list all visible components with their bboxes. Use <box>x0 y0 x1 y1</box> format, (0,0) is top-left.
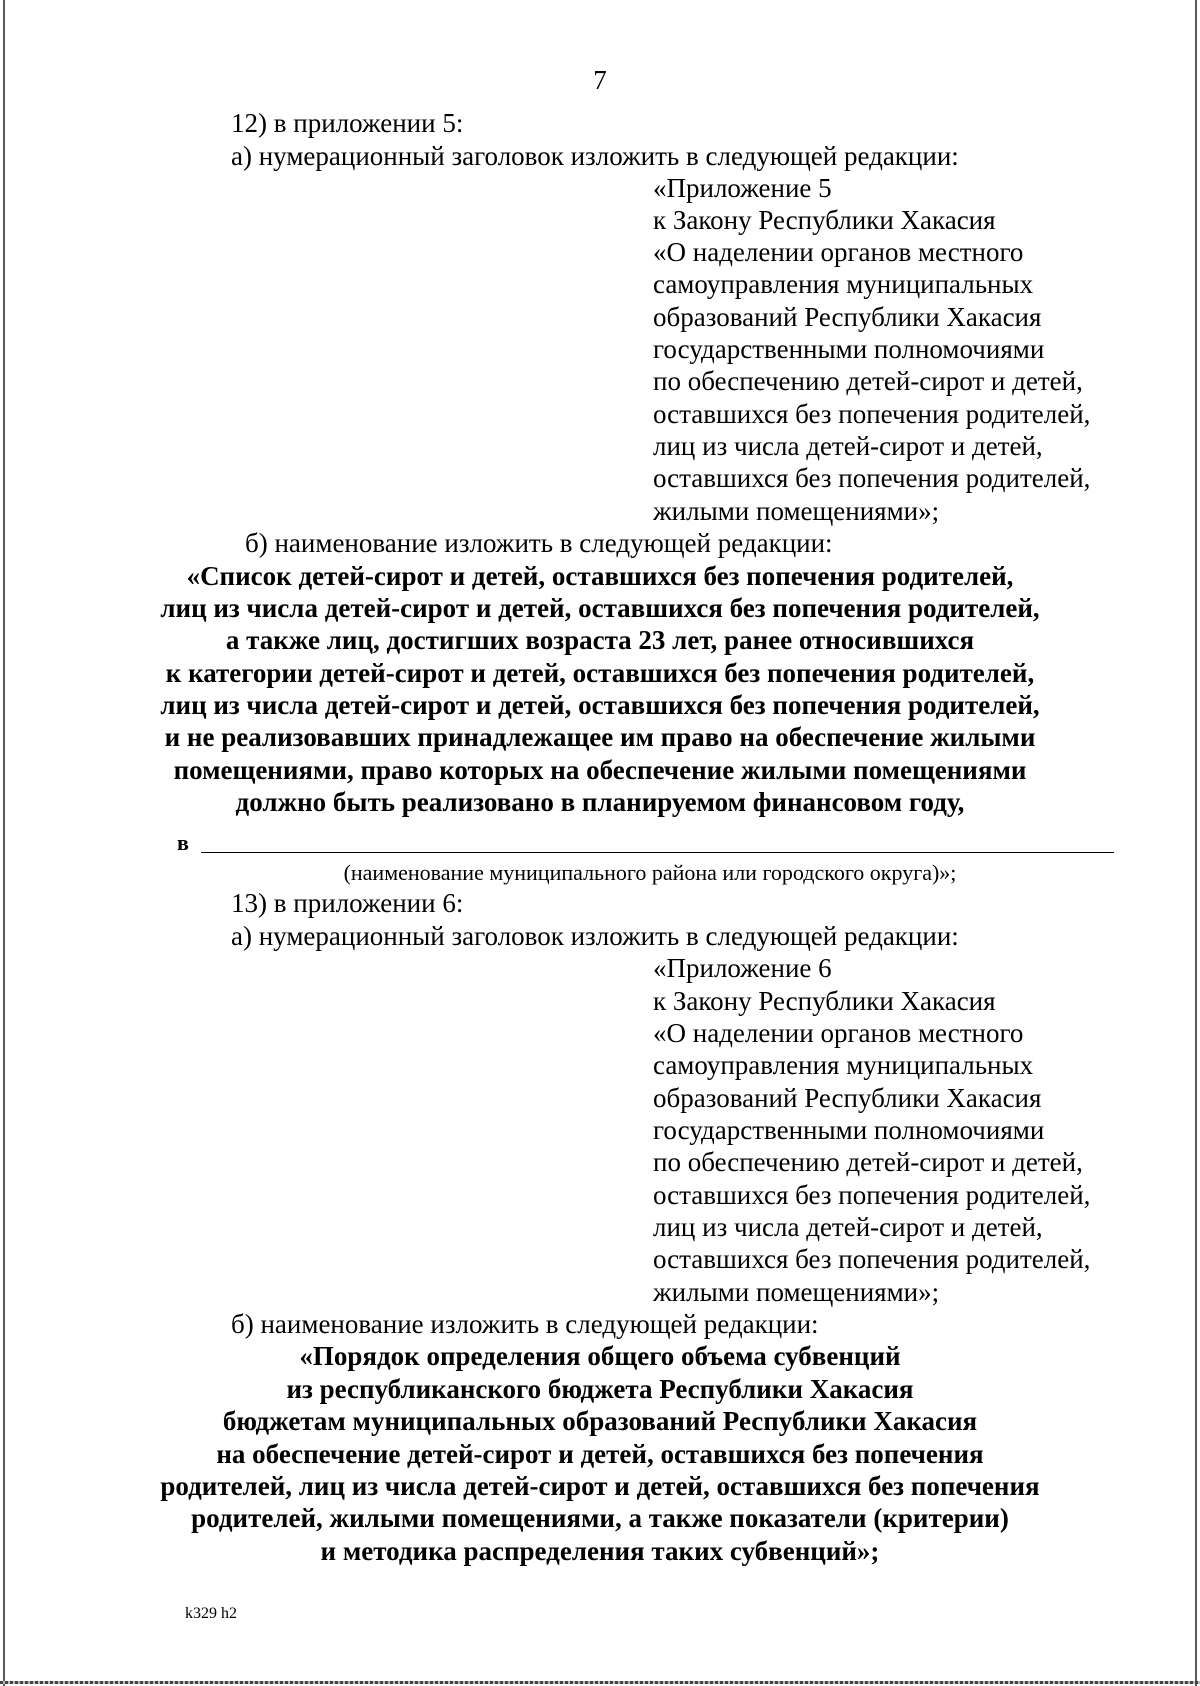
title-line: помещениями, право которых на обеспечение жилыми помещениями <box>173 755 1027 785</box>
title-line: и методика распределения таких субвенций»; <box>320 1536 880 1566</box>
title-line: бюджетам муниципальных образований Республики Хакасия <box>222 1406 978 1436</box>
title-line: должно быть реализовано в планируемом финансовом году, <box>235 787 965 817</box>
header-line: «Приложение 6 <box>653 953 832 983</box>
header-line: по обеспечению детей-сирот и детей, <box>653 1147 1083 1177</box>
item-13-a-line: а) нумерационный заголовок изложить в следующей редакции: <box>231 921 959 951</box>
header-line: оставшихся без попечения родителей, <box>653 1180 1091 1210</box>
header-line: по обеспечению детей-сирот и детей, <box>653 366 1083 396</box>
blank-prefix: в <box>177 830 189 855</box>
title-line: родителей, жилыми помещениями, а также показатели (критерии) <box>191 1503 1009 1533</box>
item-13-intro: 13) в приложении 6: <box>231 888 464 918</box>
title-line: на обеспечение детей-сирот и детей, оставшихся без попечения <box>216 1439 984 1469</box>
header-line: жилыми помещениями»; <box>653 496 940 526</box>
footer-code: k329 h2 <box>185 1605 237 1622</box>
header-line: самоуправления муниципальных <box>653 269 1034 299</box>
title-line: и не реализовавших принадлежащее им право на обеспечение жилыми <box>164 722 1036 752</box>
header-line: лиц из числа детей-сирот и детей, <box>653 1212 1043 1242</box>
header-line: оставшихся без попечения родителей, <box>653 399 1091 429</box>
header-line: к Закону Республики Хакасия <box>653 986 996 1016</box>
item-12-b-line: б) наименование изложить в следующей редакции: <box>245 528 833 558</box>
title-line: «Список детей-сирот и детей, оставшихся без попечения родителей, <box>186 561 1014 591</box>
header-line: государственными полномочиями <box>653 334 1045 364</box>
header-line: жилыми помещениями»; <box>653 1277 940 1307</box>
title-line: лиц из числа детей-сирот и детей, оставшихся без попечения родителей, <box>160 690 1040 720</box>
blank-caption: (наименование муниципального района или городского округа)»; <box>343 860 957 885</box>
header-line: «О наделении органов местного <box>653 1018 1024 1048</box>
header-line: «Приложение 5 <box>653 173 832 203</box>
page-number: 7 <box>593 65 607 95</box>
title-line: к категории детей-сирот и детей, оставшихся без попечения родителей, <box>165 658 1035 688</box>
title-line: родителей, лиц из числа детей-сирот и детей, оставшихся без попечения <box>160 1471 1040 1501</box>
header-line: образований Республики Хакасия <box>653 302 1042 332</box>
header-line: оставшихся без попечения родителей, <box>653 1244 1091 1274</box>
header-line: лиц из числа детей-сирот и детей, <box>653 431 1043 461</box>
header-line: к Закону Республики Хакасия <box>653 205 996 235</box>
title-line: лиц из числа детей-сирот и детей, оставшихся без попечения родителей, <box>160 593 1040 623</box>
title-line: а также лиц, достигших возраста 23 лет, ранее относившихся <box>225 625 975 655</box>
scan-edge-bottom <box>0 1681 1200 1684</box>
item-13-b-line: б) наименование изложить в следующей редакции: <box>231 1309 819 1339</box>
item-12-intro: 12) в приложении 5: <box>231 108 464 138</box>
header-line: государственными полномочиями <box>653 1115 1045 1145</box>
title-line: из республиканского бюджета Республики Хакасия <box>286 1374 914 1404</box>
title-line: «Порядок определения общего объема субвенций <box>299 1341 901 1371</box>
header-line: образований Республики Хакасия <box>653 1083 1042 1113</box>
item-12-a-line: а) нумерационный заголовок изложить в следующей редакции: <box>231 141 959 171</box>
blank-fill-line <box>201 852 1114 853</box>
header-line: самоуправления муниципальных <box>653 1050 1034 1080</box>
header-line: оставшихся без попечения родителей, <box>653 463 1091 493</box>
header-line: «О наделении органов местного <box>653 237 1024 267</box>
